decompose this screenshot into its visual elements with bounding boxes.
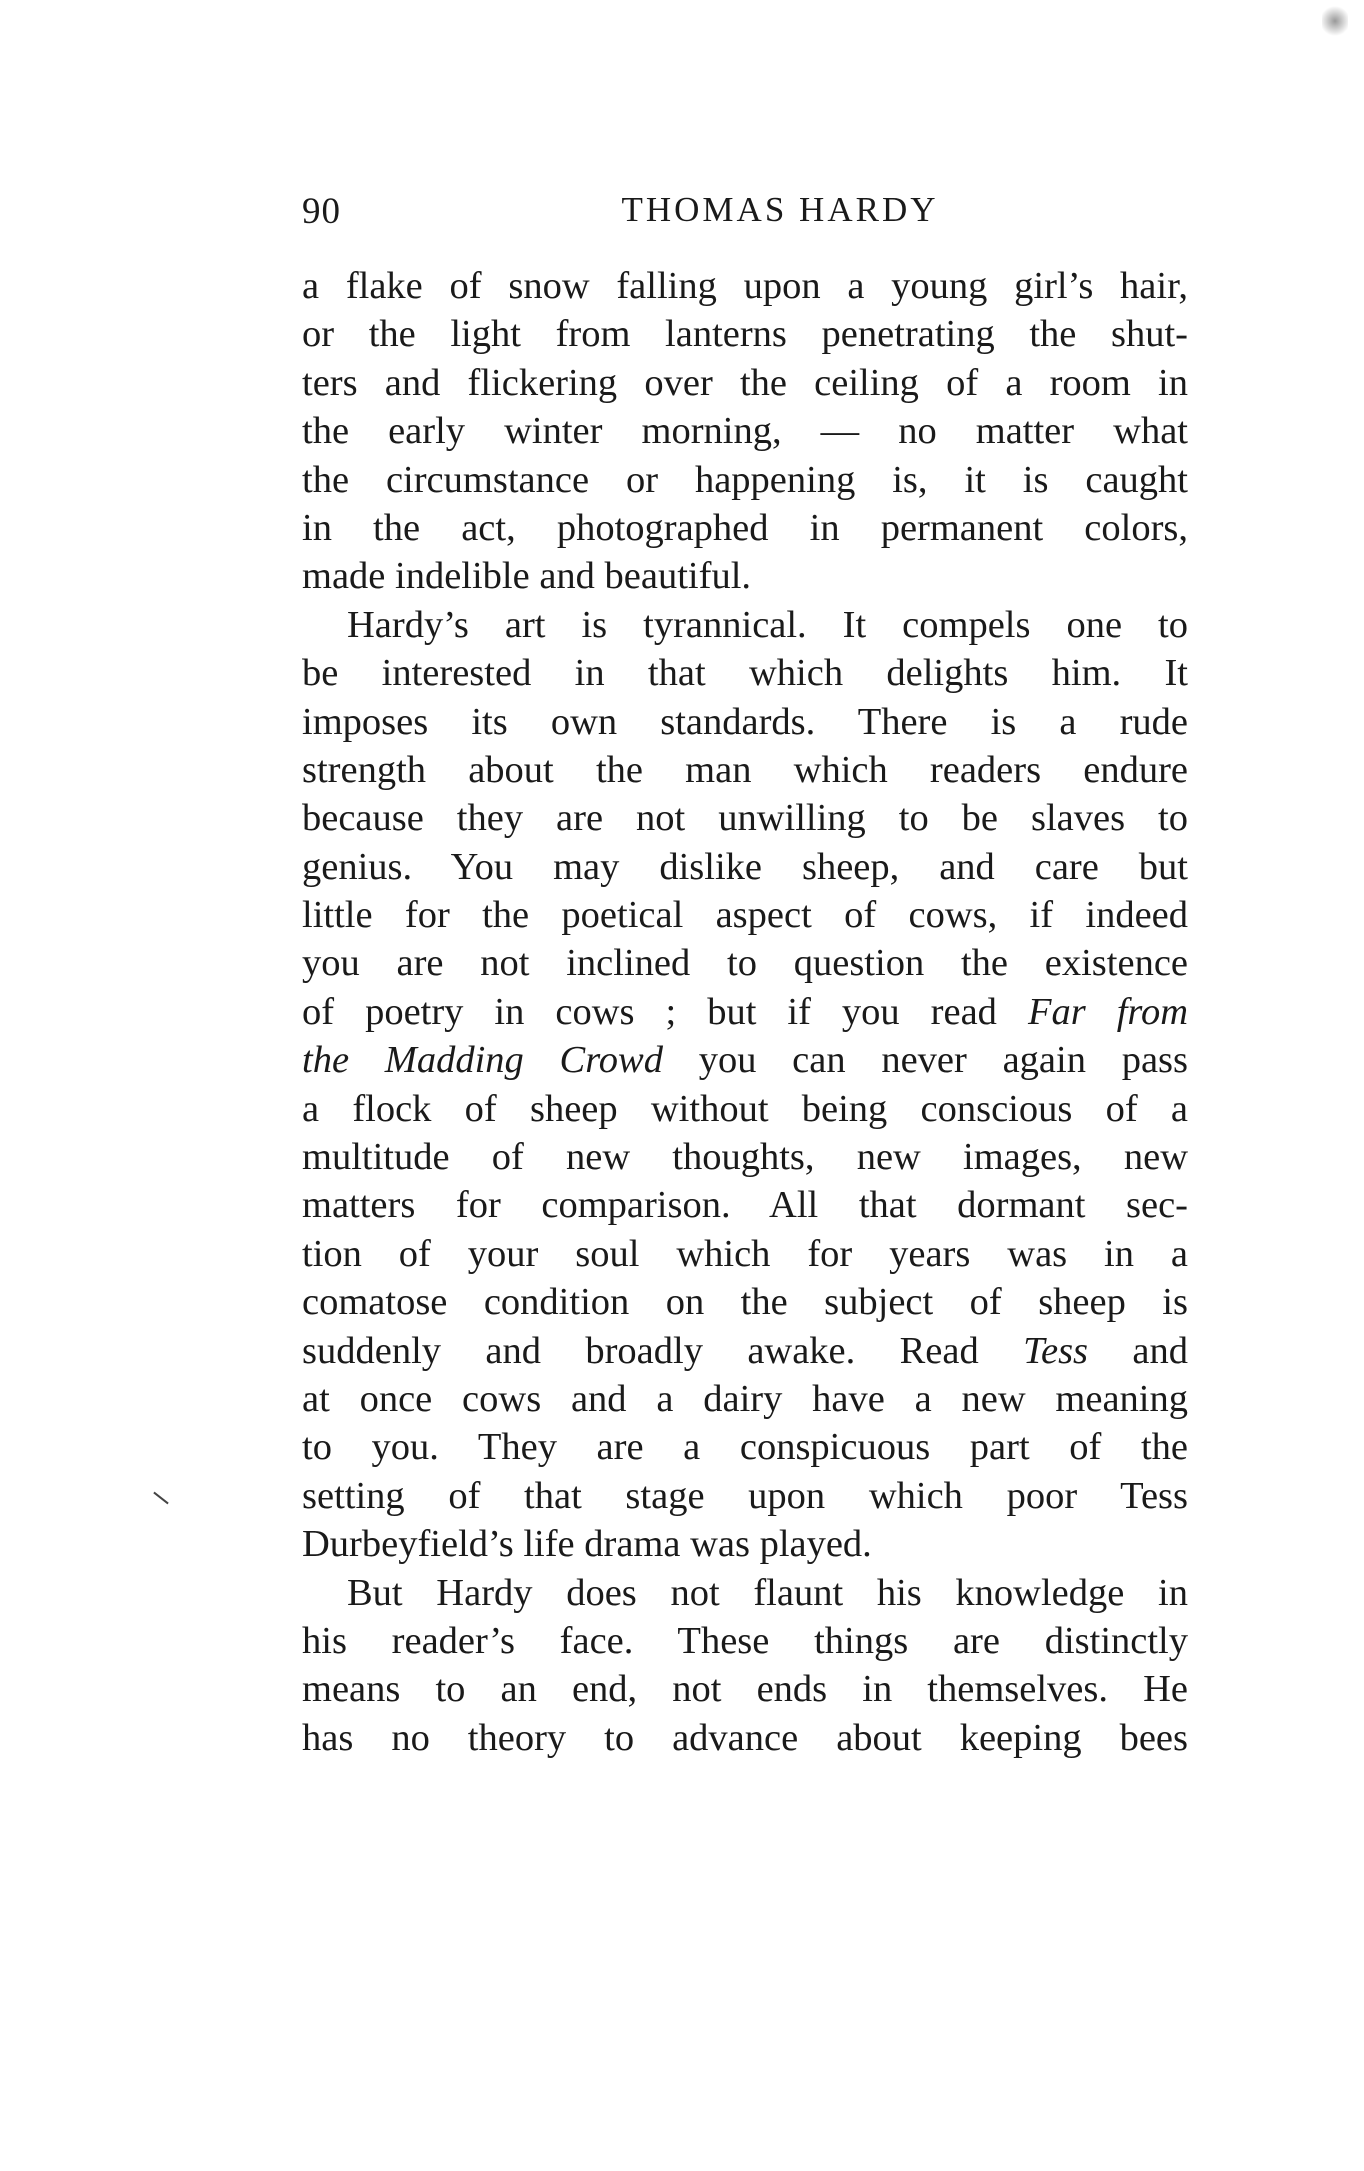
scan-speck: [153, 1492, 168, 1505]
text-line: Hardy’s art is tyrannical. It compels one to: [347, 603, 1188, 646]
italic-title-fragment: the Madding Crowd: [302, 1039, 663, 1082]
text-line: has no theory to advance about keeping bees: [302, 1716, 1188, 1759]
text-fragment: and: [1088, 1329, 1189, 1372]
page-number: 90: [302, 191, 341, 232]
italic-title-fragment: Tess: [1023, 1329, 1089, 1372]
text-line-with-italic: [302, 988, 1188, 1036]
text-line: to you. They are a conspicuous part of the: [302, 1426, 1188, 1469]
text-line: matters for comparison. All that dormant sec-: [302, 1184, 1188, 1227]
text-line: a flake of snow falling upon a young girl’s hair,: [302, 265, 1188, 307]
text-line: strength about the man which readers endure: [302, 748, 1188, 791]
text-fragment: of poetry in cows ; but if you read: [302, 990, 1028, 1033]
text-line: tion of your soul which for years was in a: [302, 1232, 1188, 1275]
text-line: at once cows and a dairy have a new meaning: [302, 1377, 1188, 1420]
paragraph-1: [302, 262, 1188, 601]
text-line: multitude of new thoughts, new images, new: [302, 1136, 1188, 1179]
text-fragment: you can never again pass: [662, 1039, 1188, 1082]
text-line: imposes its own standards. There is a rude: [302, 700, 1188, 743]
italic-title-fragment: Far from: [1027, 990, 1188, 1033]
text-line: ters and flickering over the ceiling of a room in: [302, 361, 1188, 404]
text-line-with-italic: [302, 1036, 1188, 1084]
paragraph-2: [302, 601, 1188, 1569]
text-line: the early winter morning, — no matter what: [302, 410, 1188, 453]
text-line: setting of that stage upon which poor Tess: [302, 1474, 1188, 1517]
text-line: you are not inclined to question the existence: [302, 942, 1188, 985]
text-line: his reader’s face. These things are distinctly: [302, 1619, 1188, 1662]
running-head: [302, 190, 1188, 240]
text-line: But Hardy does not flaunt his knowledge in: [347, 1571, 1188, 1614]
text-line: comatose condition on the subject of sheep is: [302, 1281, 1188, 1324]
running-title: THOMAS HARDY: [621, 190, 939, 229]
text-line: means to an end, not ends in themselves. He: [302, 1668, 1188, 1711]
text-line: a flock of sheep without being conscious of a: [302, 1087, 1188, 1130]
text-line: little for the poetical aspect of cows, if indeed: [302, 894, 1188, 937]
text-line: be interested in that which delights him. It: [302, 652, 1188, 695]
text-line: or the light from lanterns penetrating the shut-: [302, 313, 1188, 356]
scan-speck: [1322, 4, 1348, 38]
text-line: genius. You may dislike sheep, and care but: [302, 845, 1188, 888]
paragraph-3: [302, 1569, 1188, 1763]
body-text: [302, 262, 1188, 1762]
text-line: in the act, photographed in permanent colors,: [302, 506, 1188, 549]
text-fragment: suddenly and broadly awake. Read: [302, 1329, 1024, 1372]
text-line: the circumstance or happening is, it is caught: [302, 458, 1188, 501]
text-line: because they are not unwilling to be slaves to: [302, 797, 1188, 840]
text-line: made indelible and beautiful.: [302, 555, 752, 598]
text-line-with-italic: [302, 1327, 1188, 1375]
text-line: Durbeyfield’s life drama was played.: [302, 1523, 872, 1566]
